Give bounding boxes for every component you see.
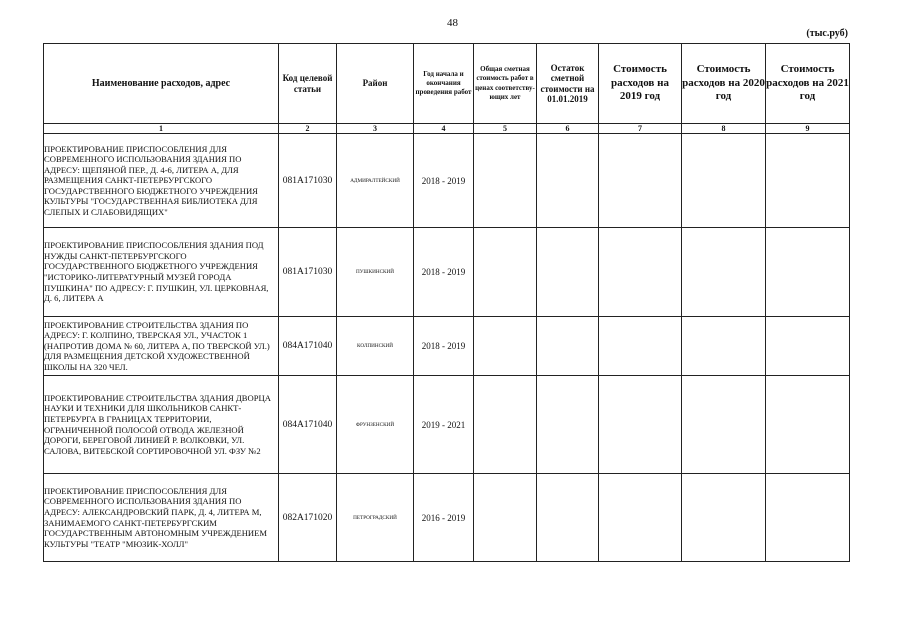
header-years: Год начала и окончания проведения работ (414, 44, 474, 124)
column-number: 7 (599, 124, 682, 134)
empty-cell (599, 134, 682, 228)
expense-code: 081А171030 (279, 228, 337, 317)
empty-cell (474, 228, 537, 317)
column-numbers-row (44, 124, 850, 134)
expense-years: 2018 - 2019 (414, 228, 474, 317)
empty-cell (599, 376, 682, 474)
expense-district: КОЛПИНСКИЙ (337, 317, 414, 376)
header-cost-2019: Стоимость расходов на 2019 год (599, 44, 682, 124)
header-code: Код целевой статьи (279, 44, 337, 124)
expense-name: ПРОЕКТИРОВАНИЕ ПРИСПОСОБЛЕНИЯ ЗДАНИЯ ПОД НУЖДЫ САНКТ-ПЕТЕРБУРГСКОГО ГОСУДАРСТВЕННОГО БЮДЖЕТНОГО УЧРЕЖДЕНИЯ "ИСТОРИКО-ЛИТЕРАТУРНЫЙ МУЗЕЙ ГОРОДА ПУШКИНА" ПО АДРЕСУ: Г. ПУШКИН, УЛ. ЦЕРКОВНАЯ, Д. 6, ЛИТЕРА А (44, 228, 279, 317)
expense-name: ПРОЕКТИРОВАНИЕ СТРОИТЕЛЬСТВА ЗДАНИЯ ПО АДРЕСУ: Г. КОЛПИНО, ТВЕРСКАЯ УЛ., УЧАСТОК 1 (НАПРОТИВ ДОМА № 60, ЛИТЕРА А, ПО ТВЕРСКОЙ УЛ.) ДЛЯ РАЗМЕЩЕНИЯ ДЕТСКОЙ ХУДОЖЕСТВЕННОЙ ШКОЛЫ НА 320 ЧЕЛ. (44, 317, 279, 376)
expense-years: 2018 - 2019 (414, 134, 474, 228)
empty-cell (599, 317, 682, 376)
expense-district: ФРУНЗЕНСКИЙ (337, 376, 414, 474)
empty-cell (682, 317, 766, 376)
column-number: 8 (682, 124, 766, 134)
empty-cell (474, 134, 537, 228)
expense-code: 084А171040 (279, 317, 337, 376)
empty-cell (599, 474, 682, 562)
empty-cell (537, 317, 599, 376)
empty-cell (682, 228, 766, 317)
empty-cell (474, 317, 537, 376)
expense-years: 2016 - 2019 (414, 474, 474, 562)
empty-cell (682, 134, 766, 228)
empty-cell (766, 317, 850, 376)
column-number: 6 (537, 124, 599, 134)
empty-cell (537, 228, 599, 317)
expense-years: 2018 - 2019 (414, 317, 474, 376)
expense-code: 084А171040 (279, 376, 337, 474)
empty-cell (766, 228, 850, 317)
header-row (44, 44, 850, 124)
empty-cell (599, 228, 682, 317)
expense-district: ПУШКИНСКИЙ (337, 228, 414, 317)
empty-cell (766, 474, 850, 562)
empty-cell (474, 376, 537, 474)
empty-cell (682, 376, 766, 474)
header-total-cost: Общая сметная стоимость работ в ценах соответству-ющих лет (474, 44, 537, 124)
page-number: 48 (447, 17, 458, 29)
expense-district: АДМИРАЛТЕЙСКИЙ (337, 134, 414, 228)
header-district: Район (337, 44, 414, 124)
header-remainder: Остаток сметной стоимости на 01.01.2019 (537, 44, 599, 124)
expense-code: 081А171030 (279, 134, 337, 228)
empty-cell (474, 474, 537, 562)
table-row (44, 474, 850, 562)
expense-district: ПЕТРОГРАДСКИЙ (337, 474, 414, 562)
header-cost-2021: Стоимость расходов на 2021 год (766, 44, 850, 124)
column-number: 5 (474, 124, 537, 134)
header-name: Наименование расходов, адрес (44, 44, 279, 124)
empty-cell (537, 474, 599, 562)
expense-name: ПРОЕКТИРОВАНИЕ ПРИСПОСОБЛЕНИЯ ДЛЯ СОВРЕМЕННОГО ИСПОЛЬЗОВАНИЯ ЗДАНИЯ ПО АДРЕСУ: АЛЕКСАНДРОВСКИЙ ПАРК, Д. 4, ЛИТЕРА М, ЗАНИМАЕМОГО САНКТ-ПЕТЕРБУРГСКИМ ГОСУДАРСТВЕННЫМ АВТОНОМНЫМ УЧРЕЖДЕНИЕМ КУЛЬТУРЫ "ТЕАТР "МЮЗИК-ХОЛЛ" (44, 474, 279, 562)
table-row (44, 317, 850, 376)
table-row (44, 134, 850, 228)
expense-years: 2019 - 2021 (414, 376, 474, 474)
header-cost-2020: Стоимость расходов на 2020 год (682, 44, 766, 124)
column-number: 1 (44, 124, 279, 134)
expense-code: 082А171020 (279, 474, 337, 562)
units-label: (тыс.руб) (806, 28, 848, 39)
column-number: 3 (337, 124, 414, 134)
expense-name: ПРОЕКТИРОВАНИЕ СТРОИТЕЛЬСТВА ЗДАНИЯ ДВОРЦА НАУКИ И ТЕХНИКИ ДЛЯ ШКОЛЬНИКОВ САНКТ-ПЕТЕРБУРГА В ГРАНИЦАХ ТЕРРИТОРИИ, ОГРАНИЧЕННОЙ ПОЛОСОЙ ОТВОДА ЖЕЛЕЗНОЙ ДОРОГИ, БЕРЕГОВОЙ ЛИНИЕЙ Р. ВОЛКОВКИ, УЛ. САЛОВА, ВИТЕБСКОЙ СОРТИРОВОЧНОЙ УЛ. ФЗУ №2 (44, 376, 279, 474)
column-number: 9 (766, 124, 850, 134)
expenses-table (43, 43, 850, 562)
table-row (44, 228, 850, 317)
expense-name: ПРОЕКТИРОВАНИЕ ПРИСПОСОБЛЕНИЯ ДЛЯ СОВРЕМЕННОГО ИСПОЛЬЗОВАНИЯ ЗДАНИЯ ПО АДРЕСУ: ЩЕПЯНОЙ ПЕР., Д. 4-6, ЛИТЕРА А, ДЛЯ РАЗМЕЩЕНИЯ САНКТ-ПЕТЕРБУРГСКОГО ГОСУДАРСТВЕННОГО БЮДЖЕТНОГО УЧРЕЖДЕНИЯ КУЛЬТУРЫ "ГОСУДАРСТВЕННАЯ БИБЛИОТЕКА ДЛЯ СЛЕПЫХ И СЛАБОВИДЯЩИХ" (44, 134, 279, 228)
column-number: 4 (414, 124, 474, 134)
empty-cell (537, 376, 599, 474)
empty-cell (537, 134, 599, 228)
empty-cell (766, 376, 850, 474)
table-row (44, 376, 850, 474)
column-number: 2 (279, 124, 337, 134)
empty-cell (682, 474, 766, 562)
empty-cell (766, 134, 850, 228)
